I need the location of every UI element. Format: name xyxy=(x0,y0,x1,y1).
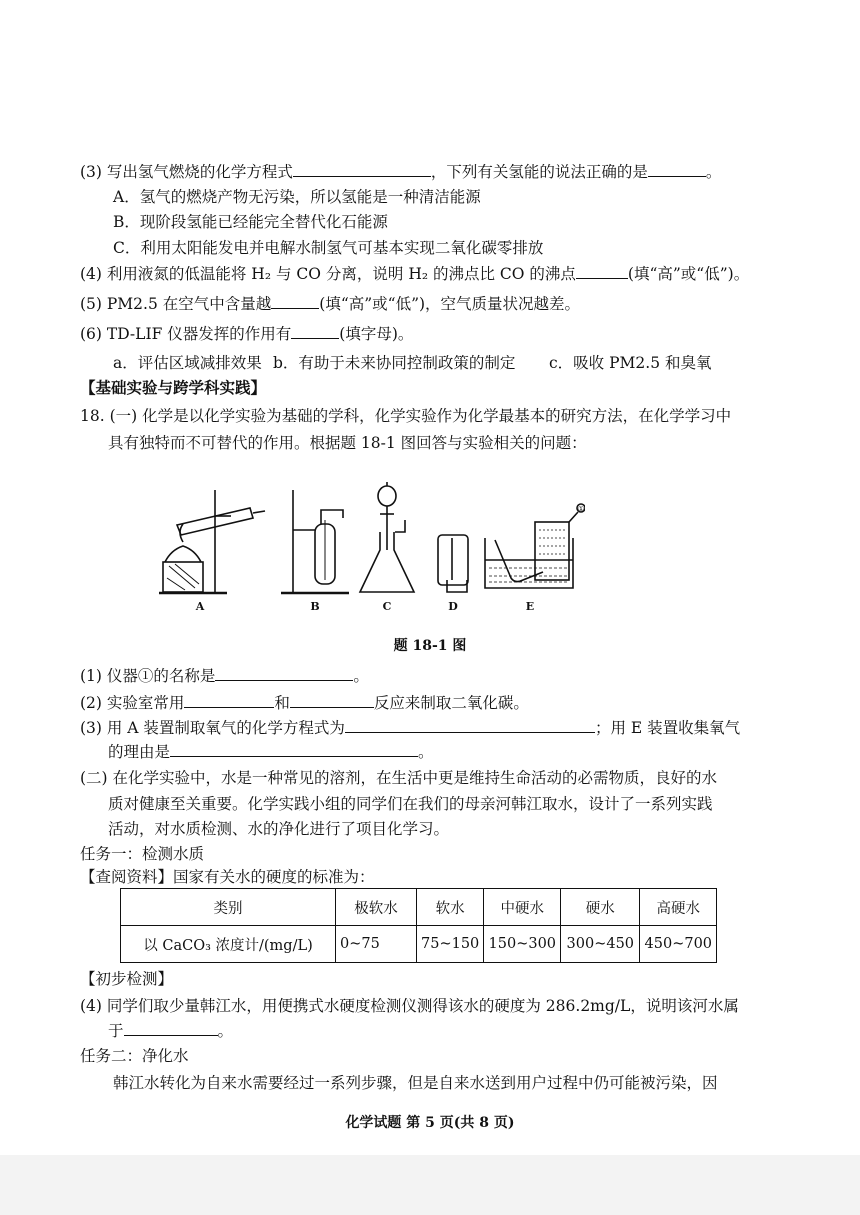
q18-sub1: (1) 仪器①的名称是 。 xyxy=(80,667,369,685)
q18-sub4-line2: 于 。 xyxy=(108,1022,234,1040)
q5-line: (5) PM2.5 在空气中含量越 (填“高”或“低”)，空气质量状况越差。 xyxy=(80,295,581,313)
figure-label-a: A xyxy=(195,600,205,613)
figure-label-e: E xyxy=(525,600,535,613)
q6-options xyxy=(113,352,712,374)
part2-line3: 活动，对水质检测、水的净化进行了项目化学习。 xyxy=(108,820,450,838)
table-cell: 以 CaCO₃ 浓度计/(mg/L) xyxy=(121,926,336,963)
figure-label-c: C xyxy=(382,600,392,613)
table-cell: 450~700 xyxy=(640,926,717,963)
q18-sub2: (2) 实验室常用 和 反应来制取二氧化碳。 xyxy=(80,694,529,712)
initial-check-heading: 【初步检测】 xyxy=(80,970,174,988)
bottom-strip xyxy=(0,1155,860,1215)
table-header-cell: 中硬水 xyxy=(484,889,561,926)
q6-option-a: a．评估区域减排效果 xyxy=(113,354,262,372)
table-cell: 150~300 xyxy=(484,926,561,963)
last-line: 韩江水转化为自来水需要经过一系列步骤，但是自来水送到用户过程中仍可能被污染，因 xyxy=(113,1074,718,1092)
figure-caption: 题 18-1 图 xyxy=(393,638,467,654)
part2-line2: 质对健康至关重要。化学实践小组的同学们在我们的母亲河韩江取水，设计了一系列实践 xyxy=(108,795,713,813)
q4-line: (4) 利用液氮的低温能将 H₂ 与 CO 分离，说明 H₂ 的沸点比 CO 的沸点 (填“高”或“低”)。 xyxy=(80,265,750,283)
instrument-circle-label: ① xyxy=(577,505,585,513)
lookup-heading: 【查阅资料】国家有关水的硬度的标准为： xyxy=(80,868,375,886)
q18-sub1-blank[interactable] xyxy=(215,666,353,681)
q18-sub2-blank2[interactable] xyxy=(290,693,374,708)
apparatus-a xyxy=(159,490,265,593)
section-heading: 【基础实验与跨学科实践】 xyxy=(80,378,267,397)
q3-option-c: C．利用太阳能发电并电解水制氢气可基本实现二氧化碳零排放 xyxy=(113,239,544,257)
q3-option-a: A．氢气的燃烧产物无污染，所以氢能是一种清洁能源 xyxy=(113,188,481,206)
part2-line1: (二) 在化学实验中，水是一种常见的溶剂，在生活中更是维持生命活动的必需物质，良好的水 xyxy=(80,769,718,787)
q18-sub4-blank[interactable] xyxy=(124,1021,218,1036)
table-header-row xyxy=(121,889,717,926)
q18-sub4-line1: (4) 同学们取少量韩江水，用便携式水硬度检测仪测得该水的硬度为 286.2mg/L，说明该河水属 xyxy=(80,997,739,1015)
page-footer: 化学试题 第 5 页(共 8 页) xyxy=(345,1115,515,1131)
table-cell: 0~75 xyxy=(336,926,417,963)
apparatus-c xyxy=(360,482,414,592)
figure-label-d: D xyxy=(448,600,458,613)
table-cell: 300~450 xyxy=(561,926,640,963)
q6-option-b: b．有助于未来协同控制政策的制定 xyxy=(273,354,516,372)
q3-prefix: (3) 写出氢气燃烧的化学方程式 xyxy=(80,163,293,181)
q3-equation-blank[interactable] xyxy=(293,162,431,177)
table-header-cell: 类别 xyxy=(121,889,336,926)
q3-mid: ，下列有关氢能的说法正确的是 xyxy=(430,163,648,181)
task1-heading: 任务一：检测水质 xyxy=(80,845,205,863)
apparatus-e xyxy=(485,504,585,588)
table-header-cell: 极软水 xyxy=(336,889,417,926)
task2-heading: 任务二：净化水 xyxy=(80,1047,189,1065)
apparatus-b xyxy=(281,490,349,593)
q18-intro-line1: 18. (一) 化学是以化学实验为基础的学科，化学实验作为化学最基本的研究方法，在化学学习中 xyxy=(80,407,732,425)
q6-blank[interactable] xyxy=(291,324,339,339)
q3-answer-blank[interactable] xyxy=(648,162,706,177)
q3-line: (3) 写出氢气燃烧的化学方程式 ，下列有关氢能的说法正确的是 。 xyxy=(80,163,722,181)
table-header-cell: 软水 xyxy=(417,889,484,926)
q18-sub3: (3) 用 A 装置制取氧气的化学方程式为 ；用 E 装置收集氧气 xyxy=(80,719,741,737)
table-header-cell: 硬水 xyxy=(561,889,640,926)
q5-blank[interactable] xyxy=(271,294,319,309)
q4-blank[interactable] xyxy=(576,264,628,279)
table-header-cell: 高硬水 xyxy=(640,889,717,926)
q18-sub3-blank2[interactable] xyxy=(170,742,418,757)
q6-option-c: c．吸收 PM2.5 和臭氧 xyxy=(549,354,712,372)
apparatus-figure xyxy=(155,480,585,615)
table-row xyxy=(121,926,717,963)
q18-sub3-line2: 的理由是 。 xyxy=(108,743,434,761)
hardness-table xyxy=(120,888,717,963)
table-cell: 75~150 xyxy=(417,926,484,963)
q18-sub3-blank1[interactable] xyxy=(345,718,595,733)
q3-option-b: B．现阶段氢能已经能完全替代化石能源 xyxy=(113,213,388,231)
q6-line: (6) TD-LIF 仪器发挥的作用有 (填字母)。 xyxy=(80,325,414,343)
q18-intro-line2: 具有独特而不可替代的作用。根据题 18-1 图回答与实验相关的问题： xyxy=(108,434,587,452)
figure-label-b: B xyxy=(310,600,320,613)
q18-sub2-blank1[interactable] xyxy=(184,693,274,708)
apparatus-d xyxy=(438,535,468,592)
